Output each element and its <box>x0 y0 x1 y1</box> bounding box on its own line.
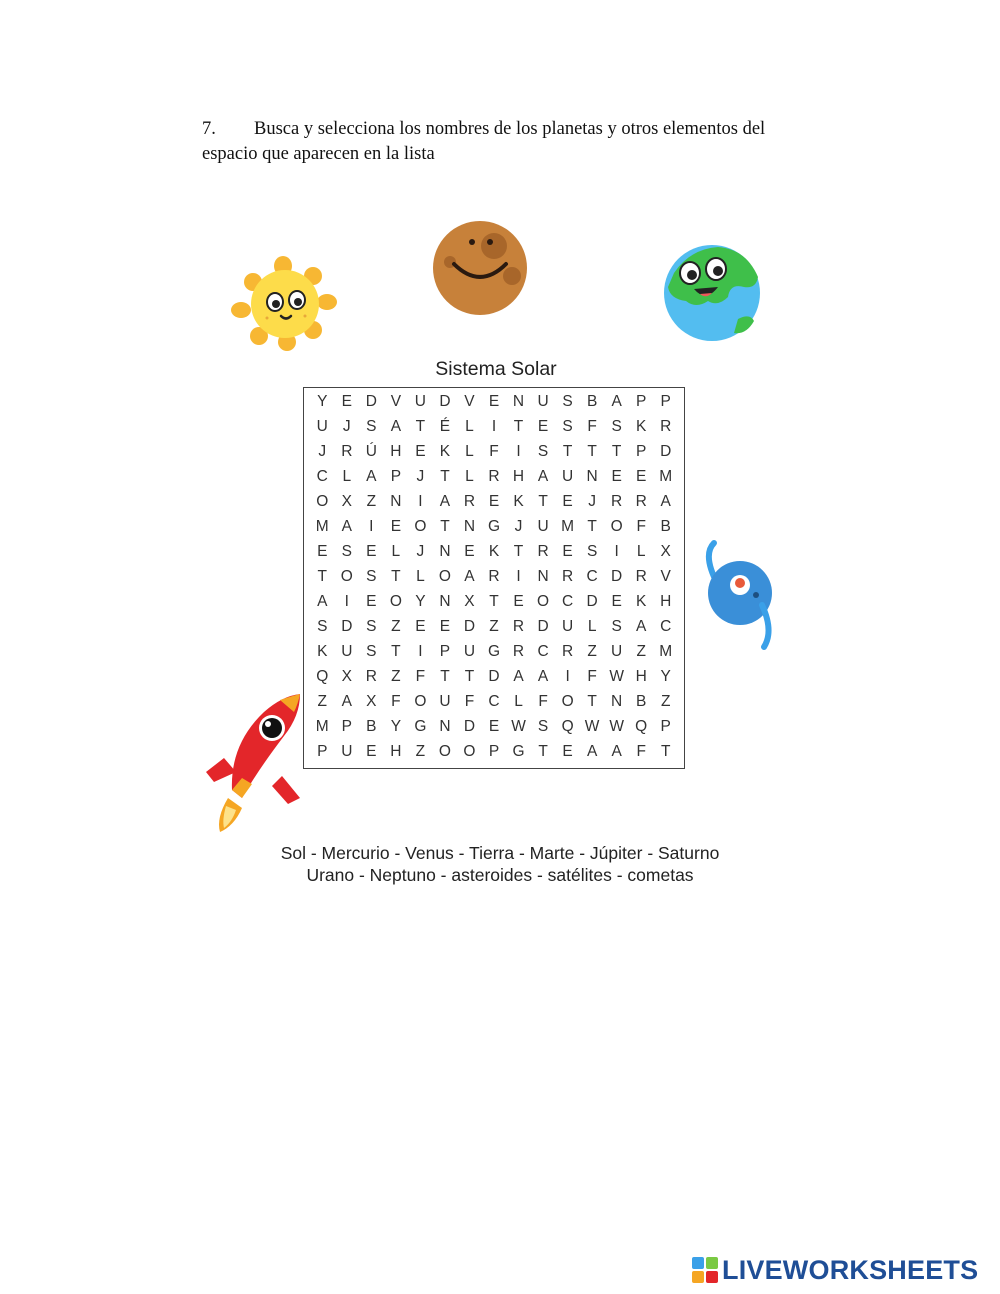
grid-cell[interactable]: I <box>418 493 423 511</box>
grid-cell[interactable]: K <box>636 418 647 436</box>
grid-cell[interactable]: C <box>660 617 672 635</box>
instruction-text <box>202 117 822 167</box>
grid-cell[interactable]: Q <box>316 667 329 685</box>
grid-cell[interactable]: D <box>660 443 672 461</box>
grid-cell[interactable]: R <box>512 642 525 660</box>
grid-cell[interactable]: U <box>341 742 353 760</box>
grid-cell[interactable]: S <box>611 617 622 635</box>
grid-cell[interactable]: S <box>562 393 573 411</box>
grid-cell[interactable]: A <box>366 468 377 486</box>
grid-cell[interactable]: U <box>414 393 426 411</box>
grid-cell[interactable]: O <box>316 493 329 511</box>
earth-planet-icon <box>660 243 764 343</box>
grid-cell[interactable]: U <box>537 518 549 536</box>
grid-cell[interactable]: L <box>587 617 597 635</box>
grid-cell[interactable]: Y <box>317 393 328 411</box>
grid-cell[interactable]: E <box>611 468 622 486</box>
grid-cell[interactable]: A <box>513 667 524 685</box>
grid-cell[interactable]: U <box>611 642 623 660</box>
grid-cell[interactable]: D <box>537 617 549 635</box>
grid-cell[interactable]: Q <box>635 717 648 735</box>
grid-cell[interactable]: N <box>537 567 549 585</box>
grid-cell[interactable]: F <box>391 692 401 710</box>
grid-cell[interactable]: L <box>342 468 352 486</box>
grid-cell[interactable]: T <box>440 518 450 536</box>
grid-cell[interactable]: S <box>366 567 377 585</box>
grid-cell[interactable]: N <box>439 717 451 735</box>
grid-cell[interactable]: Y <box>390 717 402 735</box>
grid-cell[interactable]: V <box>660 567 671 585</box>
grid-cell[interactable]: R <box>463 493 476 511</box>
word-list-line-1: Sol - Mercurio - Venus - Tierra - Marte - Júpiter - Saturno <box>280 843 720 863</box>
grid-cell[interactable]: J <box>588 493 596 511</box>
grid-cell[interactable]: Z <box>391 617 401 635</box>
grid-cell[interactable]: U <box>561 468 574 486</box>
grid-cell[interactable]: H <box>635 667 647 685</box>
grid-cell[interactable]: I <box>369 518 374 536</box>
grid-cell[interactable]: K <box>513 493 524 511</box>
grid-cell[interactable]: J <box>342 418 351 436</box>
grid-cell[interactable]: X <box>366 692 377 710</box>
grid-cell[interactable]: O <box>463 742 476 760</box>
grid-cell[interactable]: N <box>463 518 476 536</box>
grid-cell[interactable]: I <box>614 543 619 561</box>
grid-cell[interactable]: E <box>488 393 500 411</box>
grid-cell[interactable]: A <box>636 617 647 635</box>
rocket-icon <box>202 690 306 835</box>
grid-cell[interactable]: Z <box>317 692 327 710</box>
grid-cell[interactable]: E <box>439 617 451 635</box>
grid-cell[interactable]: H <box>660 592 672 610</box>
grid-cell[interactable]: R <box>512 617 525 635</box>
grid-cell[interactable]: P <box>341 717 352 735</box>
grid-cell[interactable]: O <box>414 692 427 710</box>
grid-cell[interactable]: L <box>391 543 401 561</box>
mercury-planet-icon <box>428 218 532 318</box>
grid-cell[interactable]: Z <box>636 642 646 660</box>
grid-cell[interactable]: I <box>344 592 349 610</box>
grid-cell[interactable]: A <box>611 742 622 760</box>
grid-cell[interactable]: R <box>561 642 574 660</box>
grid-cell[interactable]: P <box>660 393 671 411</box>
grid-cell[interactable]: I <box>491 418 497 436</box>
grid-cell[interactable]: D <box>463 717 476 735</box>
grid-cell[interactable]: A <box>586 742 598 760</box>
grid-cell[interactable]: E <box>562 742 573 760</box>
grid-cell[interactable]: D <box>365 393 377 411</box>
grid-cell[interactable]: L <box>416 567 425 585</box>
grid-cell[interactable]: E <box>562 493 573 511</box>
grid-cell[interactable]: E <box>341 393 352 411</box>
grid-cell[interactable]: E <box>537 418 549 436</box>
grid-cell[interactable]: O <box>389 592 402 610</box>
grid-cell[interactable]: E <box>464 543 475 561</box>
grid-cell[interactable]: Z <box>489 617 499 635</box>
grid-cell[interactable]: T <box>562 443 573 461</box>
grid-cell[interactable]: T <box>391 567 401 585</box>
grid-cell[interactable]: D <box>611 567 623 585</box>
grid-cell[interactable]: U <box>537 393 549 411</box>
grid-cell[interactable]: A <box>341 518 352 536</box>
grid-cell[interactable]: I <box>516 567 521 585</box>
grid-cell[interactable]: O <box>610 518 623 536</box>
grid-cell[interactable]: N <box>586 468 598 486</box>
grid-cell[interactable]: K <box>439 443 451 461</box>
grid-cell[interactable]: U <box>341 642 353 660</box>
grid-cell[interactable]: P <box>488 742 500 760</box>
grid-cell[interactable]: É <box>439 418 451 436</box>
grid-cell[interactable]: A <box>317 592 328 610</box>
grid-cell[interactable]: M <box>659 468 673 486</box>
grid-cell[interactable]: Q <box>561 717 574 735</box>
grid-cell[interactable]: A <box>537 468 549 486</box>
grid-cell[interactable]: S <box>366 418 377 436</box>
grid-cell[interactable]: C <box>488 692 500 710</box>
grid-cell[interactable]: U <box>561 617 574 635</box>
grid-cell[interactable]: O <box>561 692 574 710</box>
grid-cell[interactable]: J <box>416 543 425 561</box>
grid-cell[interactable]: K <box>317 642 328 660</box>
grid-cell[interactable]: C <box>316 468 328 486</box>
uranus-planet-icon <box>700 535 780 655</box>
liveworksheets-logo-icon <box>692 1257 718 1283</box>
grid-cell[interactable]: Z <box>415 742 426 760</box>
grid-cell[interactable]: B <box>586 393 598 411</box>
grid-cell[interactable]: S <box>537 717 549 735</box>
word-list-line-2: Urano - Neptuno - asteroides - satélites - cometas <box>306 865 694 885</box>
grid-cell[interactable]: P <box>439 642 451 660</box>
grid-cell[interactable]: E <box>317 543 328 561</box>
grid-cell[interactable]: U <box>316 418 328 436</box>
wordsearch-grid[interactable] <box>303 387 685 769</box>
grid-cell[interactable]: S <box>317 617 328 635</box>
grid-cell[interactable]: D <box>488 667 500 685</box>
sun-icon <box>225 252 341 352</box>
grid-cell[interactable]: P <box>660 717 671 735</box>
grid-cell[interactable]: W <box>609 717 624 735</box>
grid-cell[interactable]: R <box>488 567 500 585</box>
grid-cell[interactable]: B <box>636 692 647 710</box>
grid-cell[interactable]: X <box>341 667 352 685</box>
grid-cell[interactable]: D <box>439 393 451 411</box>
grid-cell[interactable]: H <box>512 468 525 486</box>
grid-cell[interactable]: F <box>415 667 426 685</box>
grid-cell[interactable]: K <box>488 543 500 561</box>
grid-cell[interactable]: R <box>660 418 672 436</box>
grid-cell[interactable]: N <box>611 692 623 710</box>
grid-cell[interactable]: E <box>415 617 426 635</box>
grid-cell[interactable]: E <box>366 543 377 561</box>
grid-cell[interactable]: J <box>416 468 425 486</box>
grid-cell[interactable]: W <box>511 717 526 735</box>
grid-cell[interactable]: F <box>636 742 646 760</box>
grid-cell[interactable]: E <box>513 592 524 610</box>
grid-cell[interactable]: R <box>365 667 377 685</box>
grid-cell[interactable]: P <box>636 393 647 411</box>
grid-cell[interactable]: M <box>315 717 329 735</box>
grid-cell[interactable]: R <box>537 543 549 561</box>
grid-cell[interactable]: S <box>366 617 377 635</box>
grid-cell[interactable]: O <box>414 518 427 536</box>
grid-cell[interactable]: U <box>439 692 451 710</box>
grid-cell[interactable]: O <box>438 567 451 585</box>
grid-cell[interactable]: F <box>464 692 475 710</box>
grid-cell[interactable]: I <box>516 443 521 461</box>
grid-cell[interactable]: T <box>317 567 327 585</box>
grid-cell[interactable]: G <box>487 518 501 536</box>
grid-cell[interactable]: N <box>439 592 451 610</box>
grid-cell[interactable]: A <box>537 667 549 685</box>
instruction-body: Busca y selecciona los nombres de los planetas y otros elementos del espacio que aparecen en la lista <box>202 119 766 164</box>
grid-cell[interactable]: Y <box>415 592 426 610</box>
grid-cell[interactable]: N <box>512 393 525 411</box>
grid-cell[interactable]: E <box>366 742 377 760</box>
grid-cell[interactable]: F <box>587 418 597 436</box>
grid-cell[interactable]: T <box>513 543 524 561</box>
grid-cell[interactable]: A <box>390 418 402 436</box>
grid-cell[interactable]: P <box>636 443 647 461</box>
grid-cell[interactable]: T <box>513 418 524 436</box>
grid-cell[interactable]: L <box>465 418 474 436</box>
grid-cell[interactable]: X <box>464 592 475 610</box>
grid-cell[interactable]: Ú <box>365 443 377 461</box>
grid-cell[interactable]: O <box>537 592 550 610</box>
grid-cell[interactable]: H <box>390 443 402 461</box>
grid-cell[interactable]: I <box>565 667 570 685</box>
grid-cell[interactable]: K <box>636 592 647 610</box>
grid-cell[interactable]: Y <box>660 667 671 685</box>
wordsearch-title: Sistema Solar <box>435 358 557 380</box>
grid-cell[interactable]: D <box>463 617 476 635</box>
grid-cell[interactable]: T <box>538 742 548 760</box>
grid-cell[interactable]: P <box>317 742 328 760</box>
grid-cell[interactable]: S <box>366 642 377 660</box>
grid-cell[interactable]: W <box>609 667 624 685</box>
grid-cell[interactable]: R <box>635 493 647 511</box>
grid-cell[interactable]: L <box>636 543 646 561</box>
grid-cell[interactable]: D <box>586 592 598 610</box>
grid-cell[interactable]: A <box>341 692 352 710</box>
grid-cell[interactable]: G <box>487 642 501 660</box>
grid-cell[interactable]: B <box>366 717 377 735</box>
grid-cell[interactable]: Z <box>366 493 377 511</box>
grid-cell[interactable]: T <box>464 667 475 685</box>
grid-cell[interactable]: Z <box>660 692 671 710</box>
grid-cell[interactable]: L <box>514 692 523 710</box>
grid-cell[interactable]: S <box>537 443 549 461</box>
grid-cell[interactable]: J <box>318 443 327 461</box>
grid-cell[interactable]: T <box>440 667 450 685</box>
grid-cell[interactable]: X <box>341 493 352 511</box>
grid-cell[interactable]: W <box>584 717 600 735</box>
grid-cell[interactable]: T <box>587 518 597 536</box>
grid-cell[interactable]: N <box>390 493 402 511</box>
grid-cell[interactable]: L <box>465 443 474 461</box>
grid-cell[interactable]: T <box>587 443 597 461</box>
grid-cell[interactable]: A <box>660 493 671 511</box>
grid-cell[interactable]: N <box>439 543 451 561</box>
grid-cell[interactable]: F <box>636 518 646 536</box>
grid-cell[interactable]: E <box>415 443 426 461</box>
grid-cell[interactable]: E <box>488 717 500 735</box>
grid-cell[interactable]: M <box>659 642 673 660</box>
grid-cell[interactable]: E <box>390 518 402 536</box>
grid-cell[interactable]: O <box>340 567 353 585</box>
liveworksheets-logo <box>692 1254 978 1286</box>
grid-cell[interactable]: T <box>489 592 499 610</box>
liveworksheets-brand-text: LIVEWORKSHEETS <box>722 1254 979 1285</box>
grid-cell[interactable]: S <box>586 543 598 561</box>
grid-cell[interactable]: R <box>561 567 574 585</box>
grid-cell[interactable]: C <box>561 592 574 610</box>
grid-cell[interactable]: T <box>440 468 450 486</box>
grid-cell[interactable]: F <box>489 443 499 461</box>
grid-cell[interactable]: E <box>611 592 622 610</box>
grid-cell[interactable]: V <box>390 393 402 411</box>
grid-cell[interactable]: M <box>315 518 329 536</box>
grid-cell[interactable]: S <box>341 543 352 561</box>
grid-cell[interactable]: L <box>465 468 474 486</box>
grid-cell[interactable]: A <box>611 393 622 411</box>
grid-cell[interactable]: C <box>586 567 598 585</box>
grid-cell[interactable]: M <box>561 518 575 536</box>
grid-cell[interactable]: F <box>538 692 548 710</box>
grid-cell[interactable]: E <box>562 543 573 561</box>
grid-cell[interactable]: R <box>635 567 647 585</box>
grid-cell[interactable]: E <box>636 468 647 486</box>
grid-cell[interactable]: G <box>414 717 427 735</box>
grid-cell[interactable]: R <box>611 493 623 511</box>
grid-cell[interactable]: T <box>611 443 622 461</box>
grid-cell[interactable]: V <box>464 393 475 411</box>
word-list <box>258 842 742 886</box>
grid-cell[interactable]: D <box>341 617 353 635</box>
grid-cell[interactable]: T <box>587 692 597 710</box>
grid-cell[interactable]: F <box>587 667 597 685</box>
grid-cell[interactable]: J <box>514 518 523 536</box>
grid-cell[interactable]: T <box>391 642 401 660</box>
grid-cell[interactable]: R <box>341 443 353 461</box>
grid-cell[interactable]: E <box>488 493 500 511</box>
grid-cell[interactable]: X <box>660 543 671 561</box>
grid-cell[interactable]: E <box>366 592 377 610</box>
grid-cell[interactable]: B <box>660 518 671 536</box>
grid-cell[interactable]: T <box>538 493 548 511</box>
grid-cell[interactable]: Z <box>391 667 401 685</box>
grid-cell[interactable]: T <box>415 418 426 436</box>
grid-cell[interactable]: S <box>562 418 573 436</box>
grid-cell[interactable]: C <box>537 642 549 660</box>
grid-cell[interactable]: Z <box>587 642 597 660</box>
grid-cell[interactable]: O <box>438 742 451 760</box>
instruction-number: 7. <box>202 119 216 139</box>
grid-cell[interactable]: A <box>464 567 475 585</box>
grid-cell[interactable]: R <box>488 468 500 486</box>
grid-cell[interactable]: T <box>660 742 671 760</box>
grid-cell[interactable]: A <box>439 493 451 511</box>
grid-cell[interactable]: H <box>390 742 402 760</box>
grid-cell[interactable]: I <box>418 642 423 660</box>
grid-cell[interactable]: S <box>611 418 622 436</box>
grid-cell[interactable]: G <box>512 742 525 760</box>
grid-cell[interactable]: U <box>463 642 476 660</box>
grid-cell[interactable]: P <box>390 468 402 486</box>
